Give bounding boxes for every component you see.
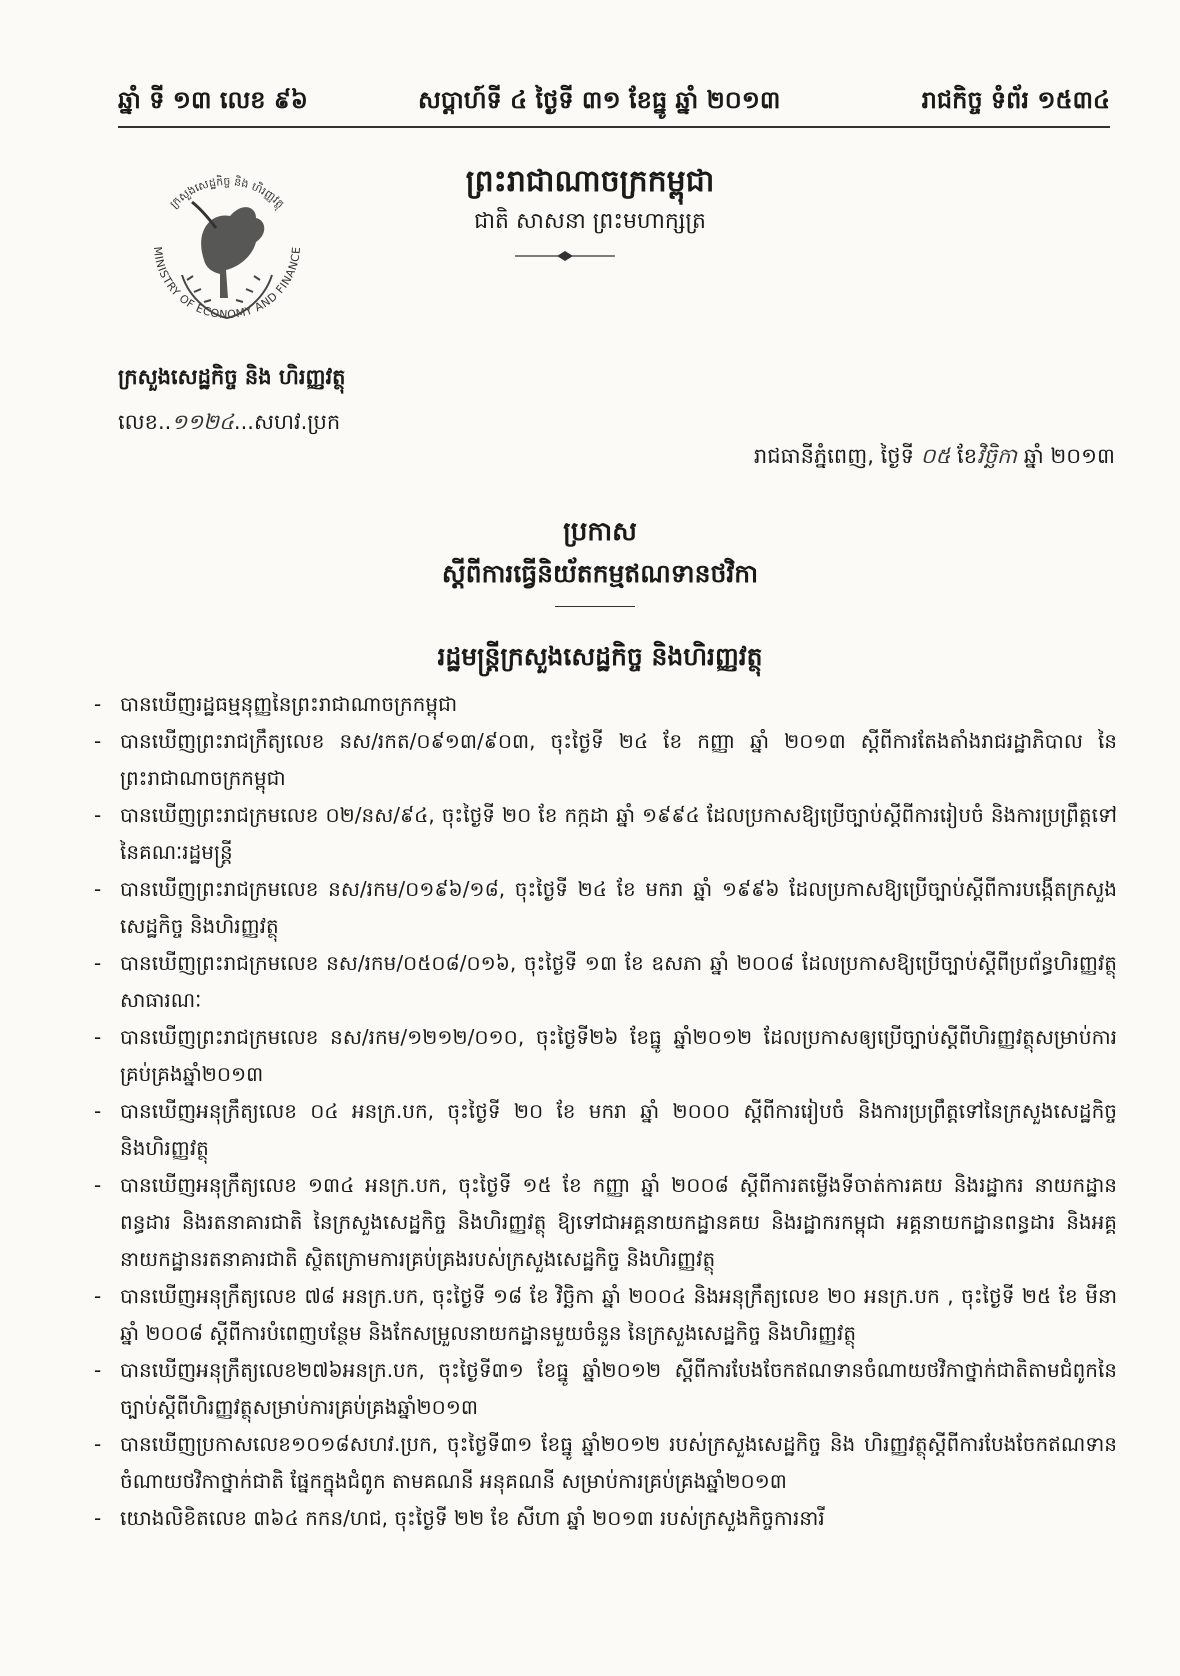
reference-number: លេខ..១១២៤...សហវ.ប្រក: [118, 410, 341, 434]
title-divider: [555, 606, 635, 607]
date-year: ឆ្នាំ ២០១៣: [1023, 444, 1115, 468]
document-subject: ស្តីពីការធ្វើនិយ័តកម្មឥណទានថវិកា: [441, 559, 759, 588]
ministry-seal-bird-icon: [132, 150, 322, 340]
date-line: [655, 438, 1115, 474]
header-divider: [118, 126, 1110, 128]
list-item: - បានឃើញអនុក្រឹត្យលេខ ០៤ អនក្រ.បក, ចុះថ្ងៃទី ២០ ខែ មករា ឆ្នាំ ២០០០ ស្តីពីការរៀបចំ និងការប្រព្រឹត្តទៅនៃក្រសួងសេដ្ឋកិច្ច និងហិរញ្ញវត្ថុ: [92, 1093, 1117, 1167]
date-month-label: ខែ: [957, 444, 978, 468]
gazette-page: រាជកិច្ច ទំព័រ ១៥៣៤: [921, 86, 1110, 114]
reference-handwritten-number: ១១២៤: [171, 410, 234, 434]
date-place: រាជធានីភ្នំពេញ, ថ្ងៃទី: [753, 444, 914, 468]
kingdom-title: ព្រះរាជាណាចក្រកម្ពុជា: [465, 164, 715, 199]
gazette-issue: ឆ្នាំ ទី ១៣ លេខ ៩៦: [118, 86, 308, 114]
list-item: - បានឃើញព្រះរាជក្រមលេខ នស/រកម/១២១២/០១០, ចុះថ្ងៃទី២៦ ខែធ្នូ ឆ្នាំ២០១២ ដែលប្រកាសឲ្យប្រើច្បាប់ស្តីពីហិរញ្ញវត្ថុសម្រាប់ការគ្រប់គ្រងឆ្នាំ២០១៣: [92, 1019, 1117, 1093]
list-item: - បានឃើញព្រះរាជក្រមលេខ ០២/នស/៩៤, ចុះថ្ងៃទី ២០ ខែ កក្កដា ឆ្នាំ ១៩៩៤ ដែលប្រកាសឱ្យប្រើច្បាប់ស្តីពីការរៀបចំ និងការប្រព្រឹត្តទៅ នៃគណៈរដ្ឋមន្ត្រី: [92, 797, 1117, 871]
gazette-date: សប្តាហ៍ទី ៤ ថ្ងៃទី ៣១ ខែធ្នូ ឆ្នាំ ២០១៣: [418, 86, 781, 114]
legal-basis-list: [92, 686, 1117, 1537]
svg-text:ក្រសួងសេដ្ឋកិច្ច និង ហិរញ្ញវត្: [167, 174, 286, 212]
date-month: វិច្ឆិកា: [977, 444, 1018, 468]
national-motto: ជាតិ សាសនា ព្រះមហាក្សត្រ: [474, 209, 706, 234]
list-item: - បានឃើញព្រះរាជក្រឹត្យលេខ នស/រកត/០៩១៣/៩០៣, ចុះថ្ងៃទី ២៤ ខែ កញ្ញា ឆ្នាំ ២០១៣ ស្តីពីការតែងតាំងរាជរដ្ឋាភិបាល នៃព្រះរាជាណាចក្រកម្ពុជា: [92, 723, 1117, 797]
issuing-authority: រដ្ឋមន្ត្រីក្រសួងសេដ្ឋកិច្ច និងហិរញ្ញវត្ថុ: [437, 642, 763, 671]
list-item: - បានឃើញប្រកាសលេខ១០១៨សហវ.ប្រក, ចុះថ្ងៃទី៣១ ខែធ្នូ ឆ្នាំ២០១២ របស់ក្រសួងសេដ្ឋកិច្ច និង ហិរញ្ញវត្ថុស្តីពីការបែងចែកឥណទានចំណាយថវិកាថ្នាក់ជាតិ ផ្នែកក្នុងជំពូក តាមគណនី អនុគណនី សម្រាប់ការគ្រប់គ្រងឆ្នាំ២០១៣: [92, 1426, 1117, 1500]
gazette-header: [118, 78, 1110, 122]
reference-prefix: លេខ: [118, 410, 158, 434]
list-item: - បានឃើញរដ្ឋធម្មនុញ្ញនៃព្រះរាជាណាចក្រកម្ពុជា: [92, 686, 1117, 723]
ornament-divider-icon: [515, 250, 615, 262]
list-item: - បានឃើញអនុក្រឹត្យលេខ២៧៦អនក្រ.បក, ចុះថ្ងៃទី៣១ ខែធ្នូ ឆ្នាំ២០១២ ស្តីពីការបែងចែកឥណទានចំណាយថវិកាថ្នាក់ជាតិតាមជំពូកនៃច្បាប់ស្តីពីហិរញ្ញវត្ថុសម្រាប់ការគ្រប់គ្រងឆ្នាំ២០១៣: [92, 1352, 1117, 1426]
document-title: [300, 512, 900, 596]
kingdom-header: [400, 160, 780, 240]
seal-english-text: MINISTRY OF ECONOMY AND FINANCE: [150, 245, 304, 322]
list-item: - យោងលិខិតលេខ ៣៦៤ កកន/ហជ, ចុះថ្ងៃទី ២២ ខែ សីហា ឆ្នាំ ២០១៣ របស់ក្រសួងកិច្ចការនារី: [92, 1500, 1117, 1537]
ministry-name: ក្រសួងសេដ្ឋកិច្ច និង ហិរញ្ញវត្ថុ: [118, 365, 346, 389]
list-item: - បានឃើញអនុក្រឹត្យលេខ ១៣៤ អនក្រ.បក, ចុះថ្ងៃទី ១៥ ខែ កញ្ញា ឆ្នាំ ២០០៨ ស្តីពីការតម្លើងទីចាត់ការគយ និងរដ្ឋាករ នាយកដ្ឋានពន្ធដារ និងរតនាគារជាតិ នៃក្រសួងសេដ្ឋកិច្ច និងហិរញ្ញវត្ថុ ឱ្យទៅជាអគ្គនាយកដ្ឋានគយ និងរដ្ឋាករកម្ពុជា អគ្គនាយកដ្ឋានពន្ធដារ និងអគ្គនាយកដ្ឋានរតនាគារជាតិ ស្ថិតក្រោមការគ្រប់គ្រងរបស់ក្រសួងសេដ្ឋកិច្ច និងហិរញ្ញវត្ថុ: [92, 1167, 1117, 1278]
reference-suffix: សហវ.ប្រក: [253, 410, 341, 434]
list-item: - បានឃើញអនុក្រឹត្យលេខ ៧៨ អនក្រ.បក, ចុះថ្ងៃទី ១៨ ខែ វិច្ឆិកា ឆ្នាំ ២០០៤ និងអនុក្រឹត្យលេខ ២០ អនក្រ.បក , ចុះថ្ងៃទី ២៥ ខែ មីនា ឆ្នាំ ២០០៨ ស្តីពីការបំពេញបន្ថែម និងកែសម្រួលនាយកដ្ឋានមួយចំនួន នៃក្រសួងសេដ្ឋកិច្ច និងហិរញ្ញវត្ថុ: [92, 1278, 1117, 1352]
date-day: ០៥: [920, 444, 951, 468]
list-item: - បានឃើញព្រះរាជក្រមលេខ នស/រកម/០៥០៨/០១៦, ចុះថ្ងៃទី ១៣ ខែ ឧសភា ឆ្នាំ ២០០៨ ដែលប្រកាសឱ្យប្រើច្បាប់ស្តីពីប្រព័ន្ធហិរញ្ញវត្ថុសាធារណៈ: [92, 945, 1117, 1019]
document-type: ប្រកាស: [563, 517, 637, 547]
seal-khmer-text: ក្រសួងសេដ្ឋកិច្ច និង ហិរញ្ញវត្ថុ: [167, 174, 287, 211]
list-item: - បានឃើញព្រះរាជក្រមលេខ នស/រកម/០១៩៦/១៨, ចុះថ្ងៃទី ២៤ ខែ មករា ឆ្នាំ ១៩៩៦ ដែលប្រកាសឱ្យប្រើច្បាប់ស្តីពីការបង្កើតក្រសួងសេដ្ឋកិច្ច និងហិរញ្ញវត្ថុ: [92, 871, 1117, 945]
